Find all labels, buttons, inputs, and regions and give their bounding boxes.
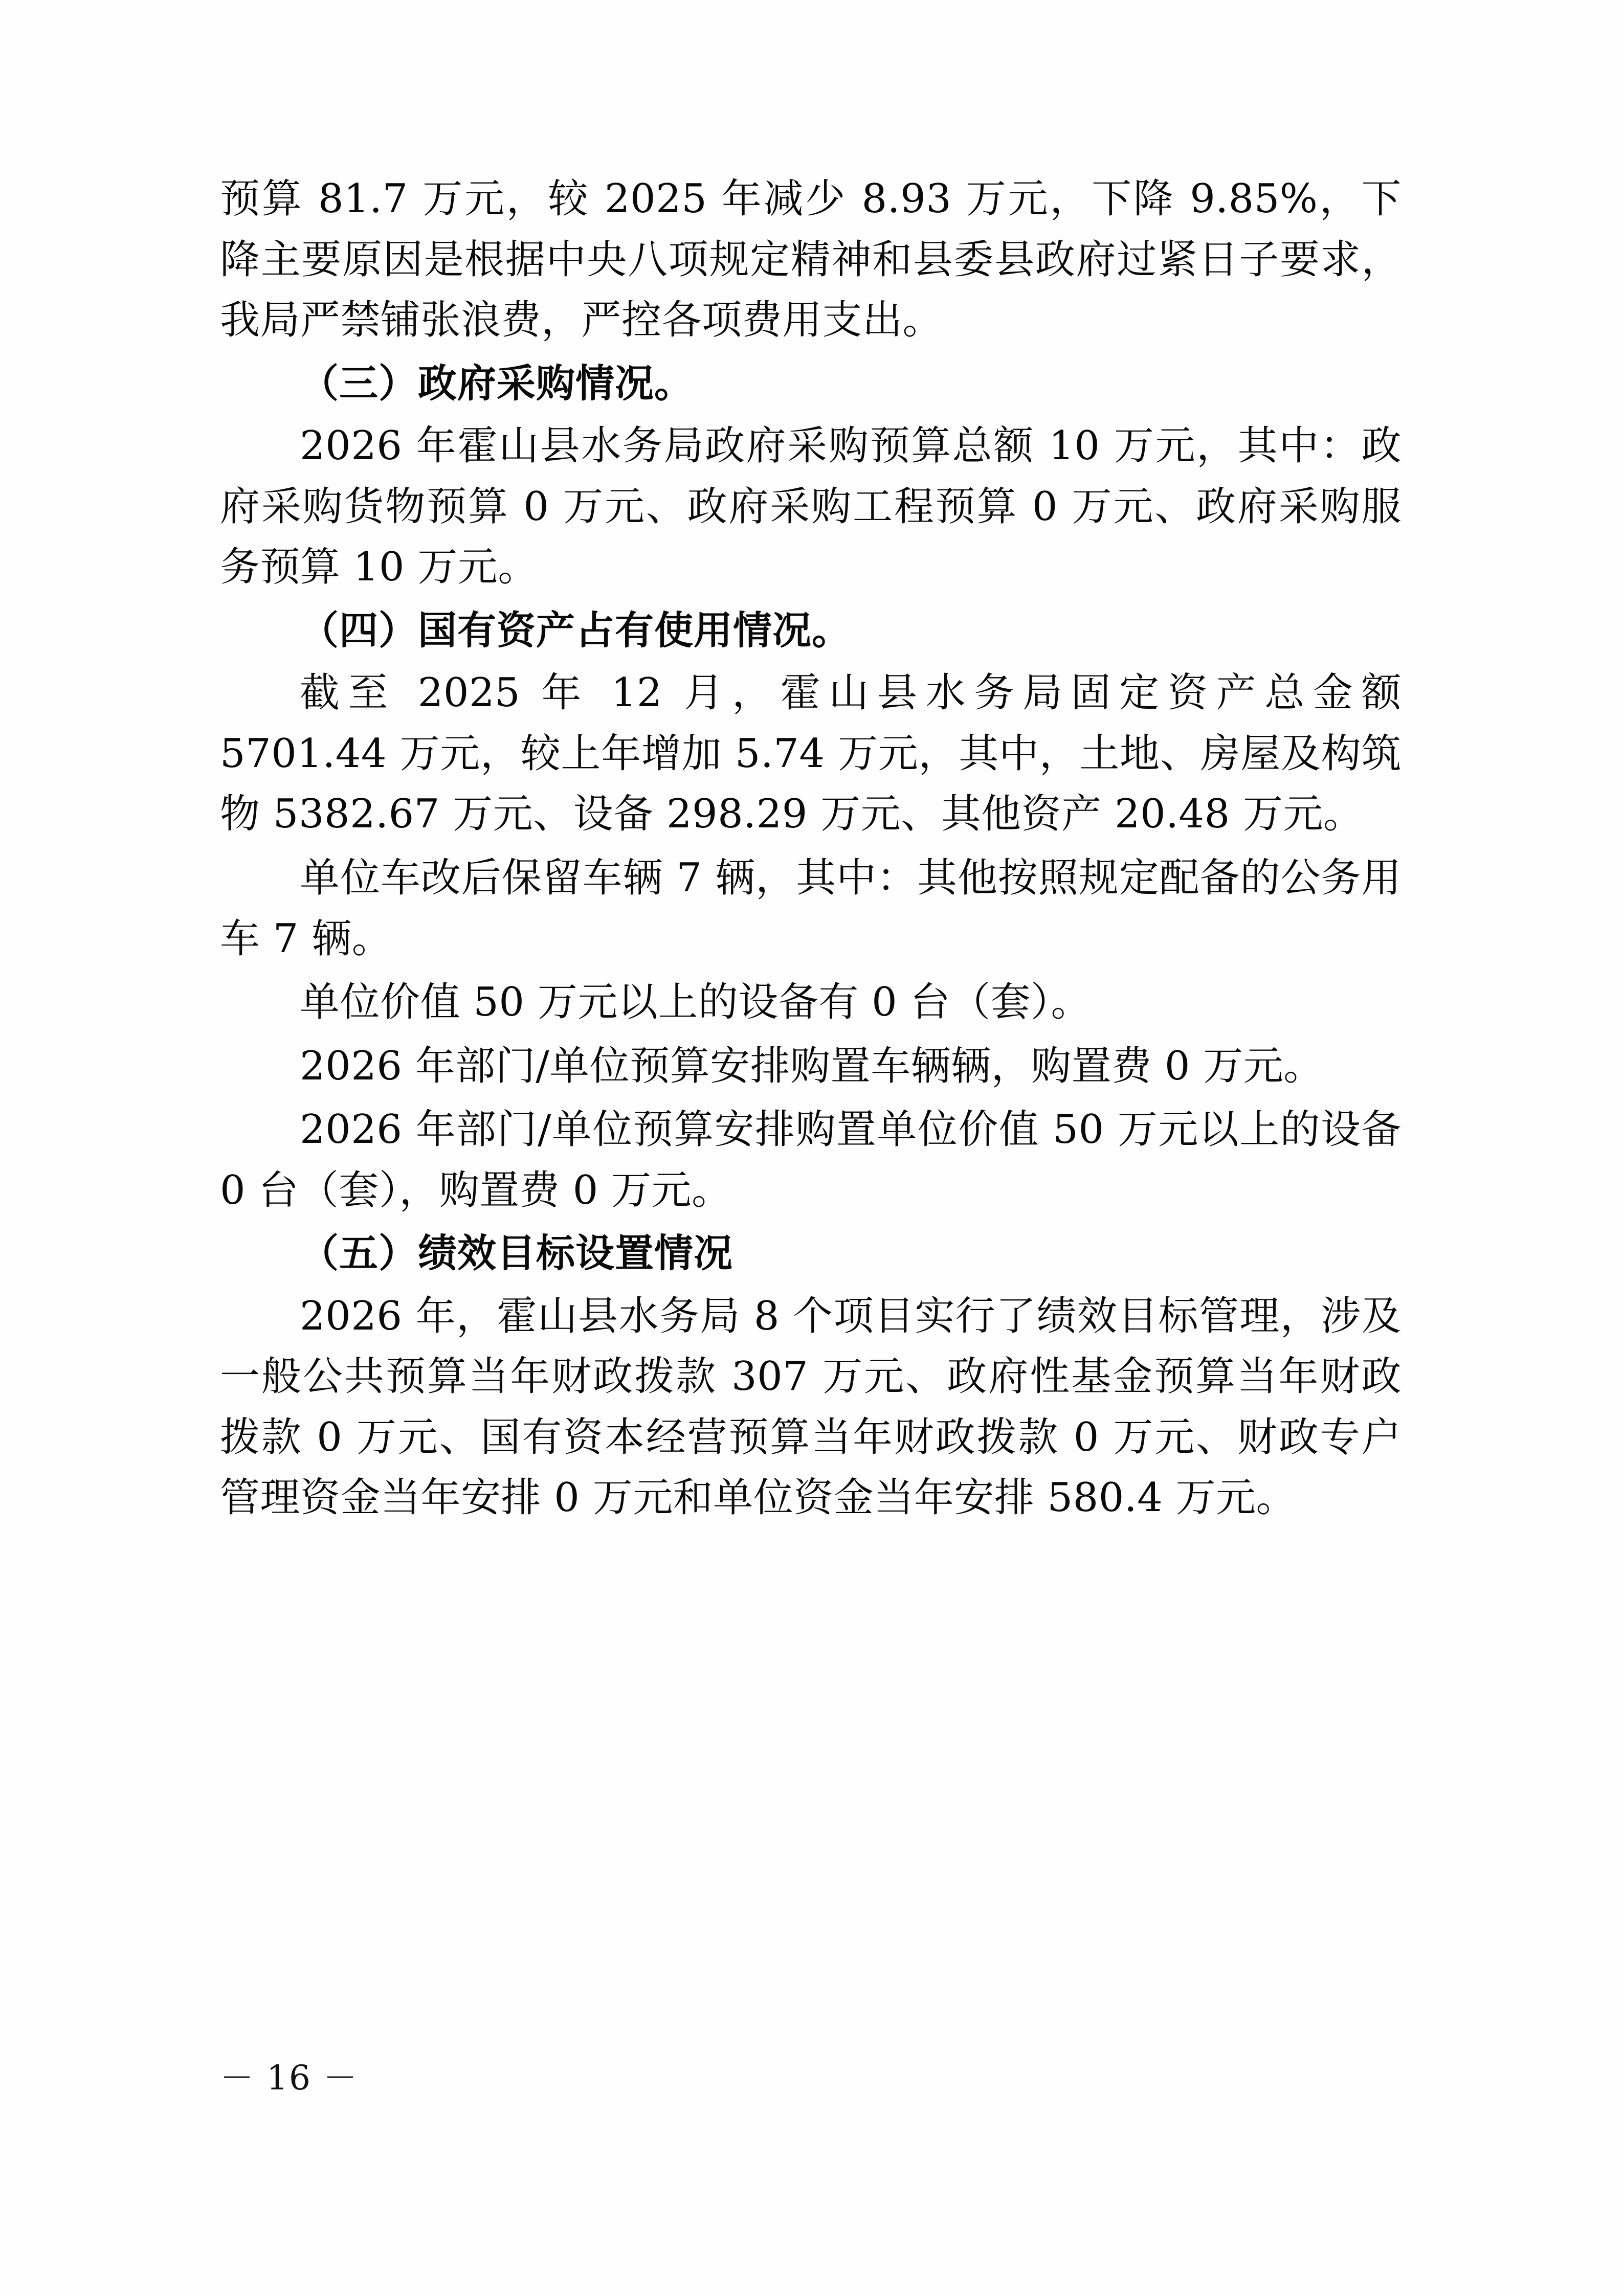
paragraph-assets-total: 截至 2025 年 12 月，霍山县水务局固定资产总金额 5701.44 万元，较上年增加 5.74 万元，其中，土地、房屋及构筑物 5382.67 万元、设备 298.29 万元、其他资产 20.48 万元。 [220, 670, 1401, 838]
paragraph-performance-detail: 2026 年，霍山县水务局 8 个项目实行了绩效目标管理，涉及一般公共预算当年财政拨款 307 万元、政府性基金预算当年财政拨款 0 万元、国有资本经营预算当年财政拨款 0 万元、财政专户管理资金当年安排 0 万元和单位资金当年安排 580.4 万元。 [220, 1293, 1401, 1521]
paragraph-equipment-over-50: 单位价值 50 万元以上的设备有 0 台（套）。 [300, 979, 1092, 1026]
heading-performance-targets: （五）绩效目标设置情况 [300, 1230, 733, 1276]
heading-government-procurement: （三）政府采购情况。 [300, 360, 694, 406]
page-number: － 16 － [220, 2058, 358, 2098]
page-content [220, 169, 1401, 1532]
paragraph-budget-decrease: 预算 81.7 万元，较 2025 年减少 8.93 万元，下降 9.85%，下降主要原因是根据中央八项规定精神和县委县政府过紧日子要求，我局严禁铺张浪费，严控各项费用支出。 [220, 176, 1401, 344]
paragraph-vehicle-purchase-2026: 2026 年部门/单位预算安排购置车辆辆，购置费 0 万元。 [300, 1043, 1324, 1089]
paragraph-vehicles: 单位车改后保留车辆 7 辆，其中：其他按照规定配备的公务用车 7 辆。 [220, 854, 1401, 962]
paragraph-equipment-purchase-2026: 2026 年部门/单位预算安排购置单位价值 50 万元以上的设备 0 台（套），购置费 0 万元。 [220, 1107, 1401, 1213]
paragraph-procurement-detail: 2026 年霍山县水务局政府采购预算总额 10 万元，其中：政府采购货物预算 0 万元、政府采购工程预算 0 万元、政府采购服务预算 10 万元。 [220, 423, 1401, 591]
heading-state-assets: （四）国有资产占有使用情况。 [300, 607, 851, 653]
